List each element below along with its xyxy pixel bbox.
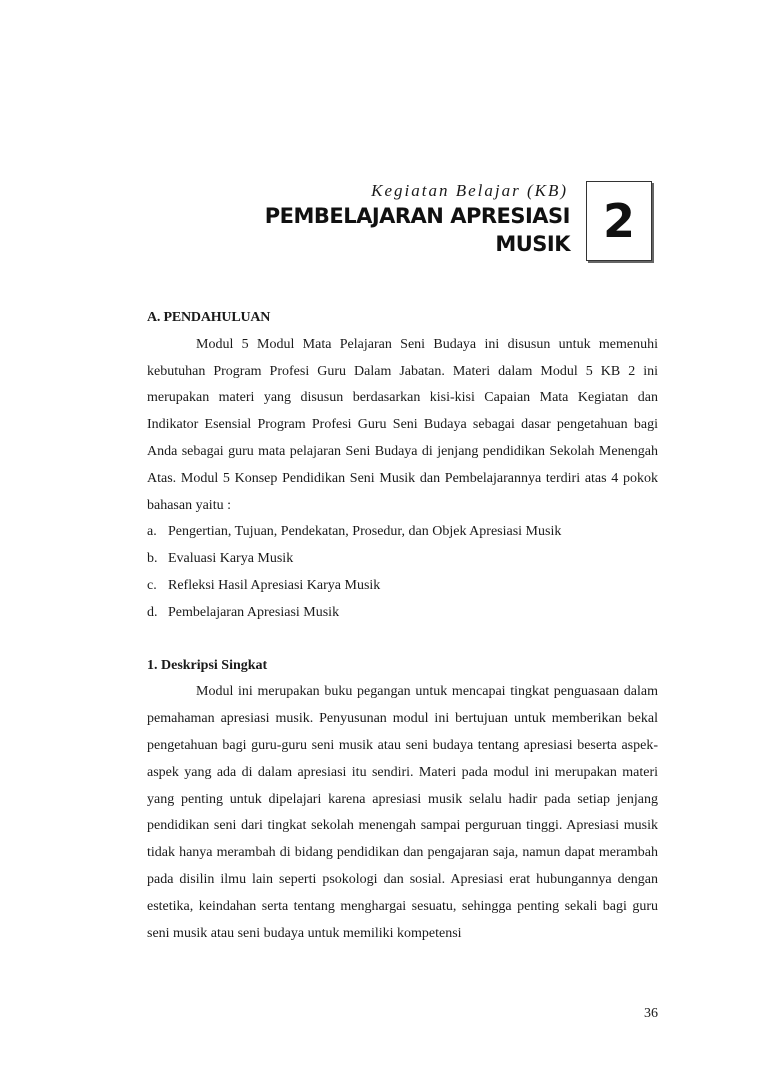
list-item [147,519,658,546]
kb-label: Kegiatan Belajar (KB) [371,181,568,200]
introduction-paragraph: Modul 5 Modul Mata Pelajaran Seni Budaya ini disusun untuk memenuhi kebutuhan Program Profesi Guru Dalam Jabatan. Materi dalam Modul 5 KB 2 ini merupakan materi yang disusun berdasarkan kisi-kisi Capaian Mata Kegiatan dan Indikator Esensial Program Profesi Guru Seni Budaya sebagai dasar pengetahuan bagi Anda sebagai guru mata pelajaran Seni Budaya di jenjang pendidikan Sekolah Menengah Atas. Modul 5 Konsep Pendidikan Seni Musik dan Pembelajarannya terdiri atas 4 pokok bahasan yaitu : [147,336,658,513]
page-number: 36 [644,1006,658,1021]
list-item [147,600,658,627]
section-a-heading: A. PENDAHULUAN [147,310,271,325]
list-item-text: Pembelajaran Apresiasi Musik [168,604,340,620]
kb-number-box [586,181,652,261]
list-marker: b. [147,551,158,567]
topic-list [147,519,658,626]
kb-number: 2 [602,194,635,248]
list-marker: c. [147,577,157,593]
list-item-text: Refleksi Hasil Apresiasi Karya Musik [168,577,381,593]
list-item-text: Evaluasi Karya Musik [168,551,294,567]
chapter-header [200,180,570,258]
list-marker: a. [147,524,157,540]
short-description-paragraph: Modul ini merupakan buku pegangan untuk mencapai tingkat penguasaan dalam pemahaman apresiasi musik. Penyusunan modul ini bertujuan untuk memberikan bekal pengetahuan bagi guru-guru seni musik atau seni budaya tentang apresiasi beserta aspek-aspek yang ada di dalam apresiasi itu sendiri. Materi pada modul ini merupakan materi yang penting untuk dipelajari karena apresiasi musik selalu hadir pada setiap jenjang pendidikan seni dari tingkat sekolah menengah sampai perguruan tinggi. Apresiasi musik tidak hanya merambah di bidang pendidikan dan pengajaran saja, namun dapat merambah pada disilin ilmu lain seperti psokologi dan sosial. Apresiasi erat hubungannya dengan estetika, keindahan serta tentang menghargai sesuatu, sehingga penting sekali bagi guru seni musik atau seni budaya untuk memiliki kompetensi [147,684,658,941]
module-title-line-1: PEMBELAJARAN APRESIASI [264,204,570,228]
list-marker: d. [147,604,158,620]
list-item [147,546,658,573]
document-body [147,305,658,947]
list-item [147,573,658,600]
list-item-text: Pengertian, Tujuan, Pendekatan, Prosedur, dan Objek Apresiasi Musik [168,524,562,540]
module-title-line-2: MUSIK [495,232,570,256]
section-1-heading: 1. Deskripsi Singkat [147,657,268,673]
